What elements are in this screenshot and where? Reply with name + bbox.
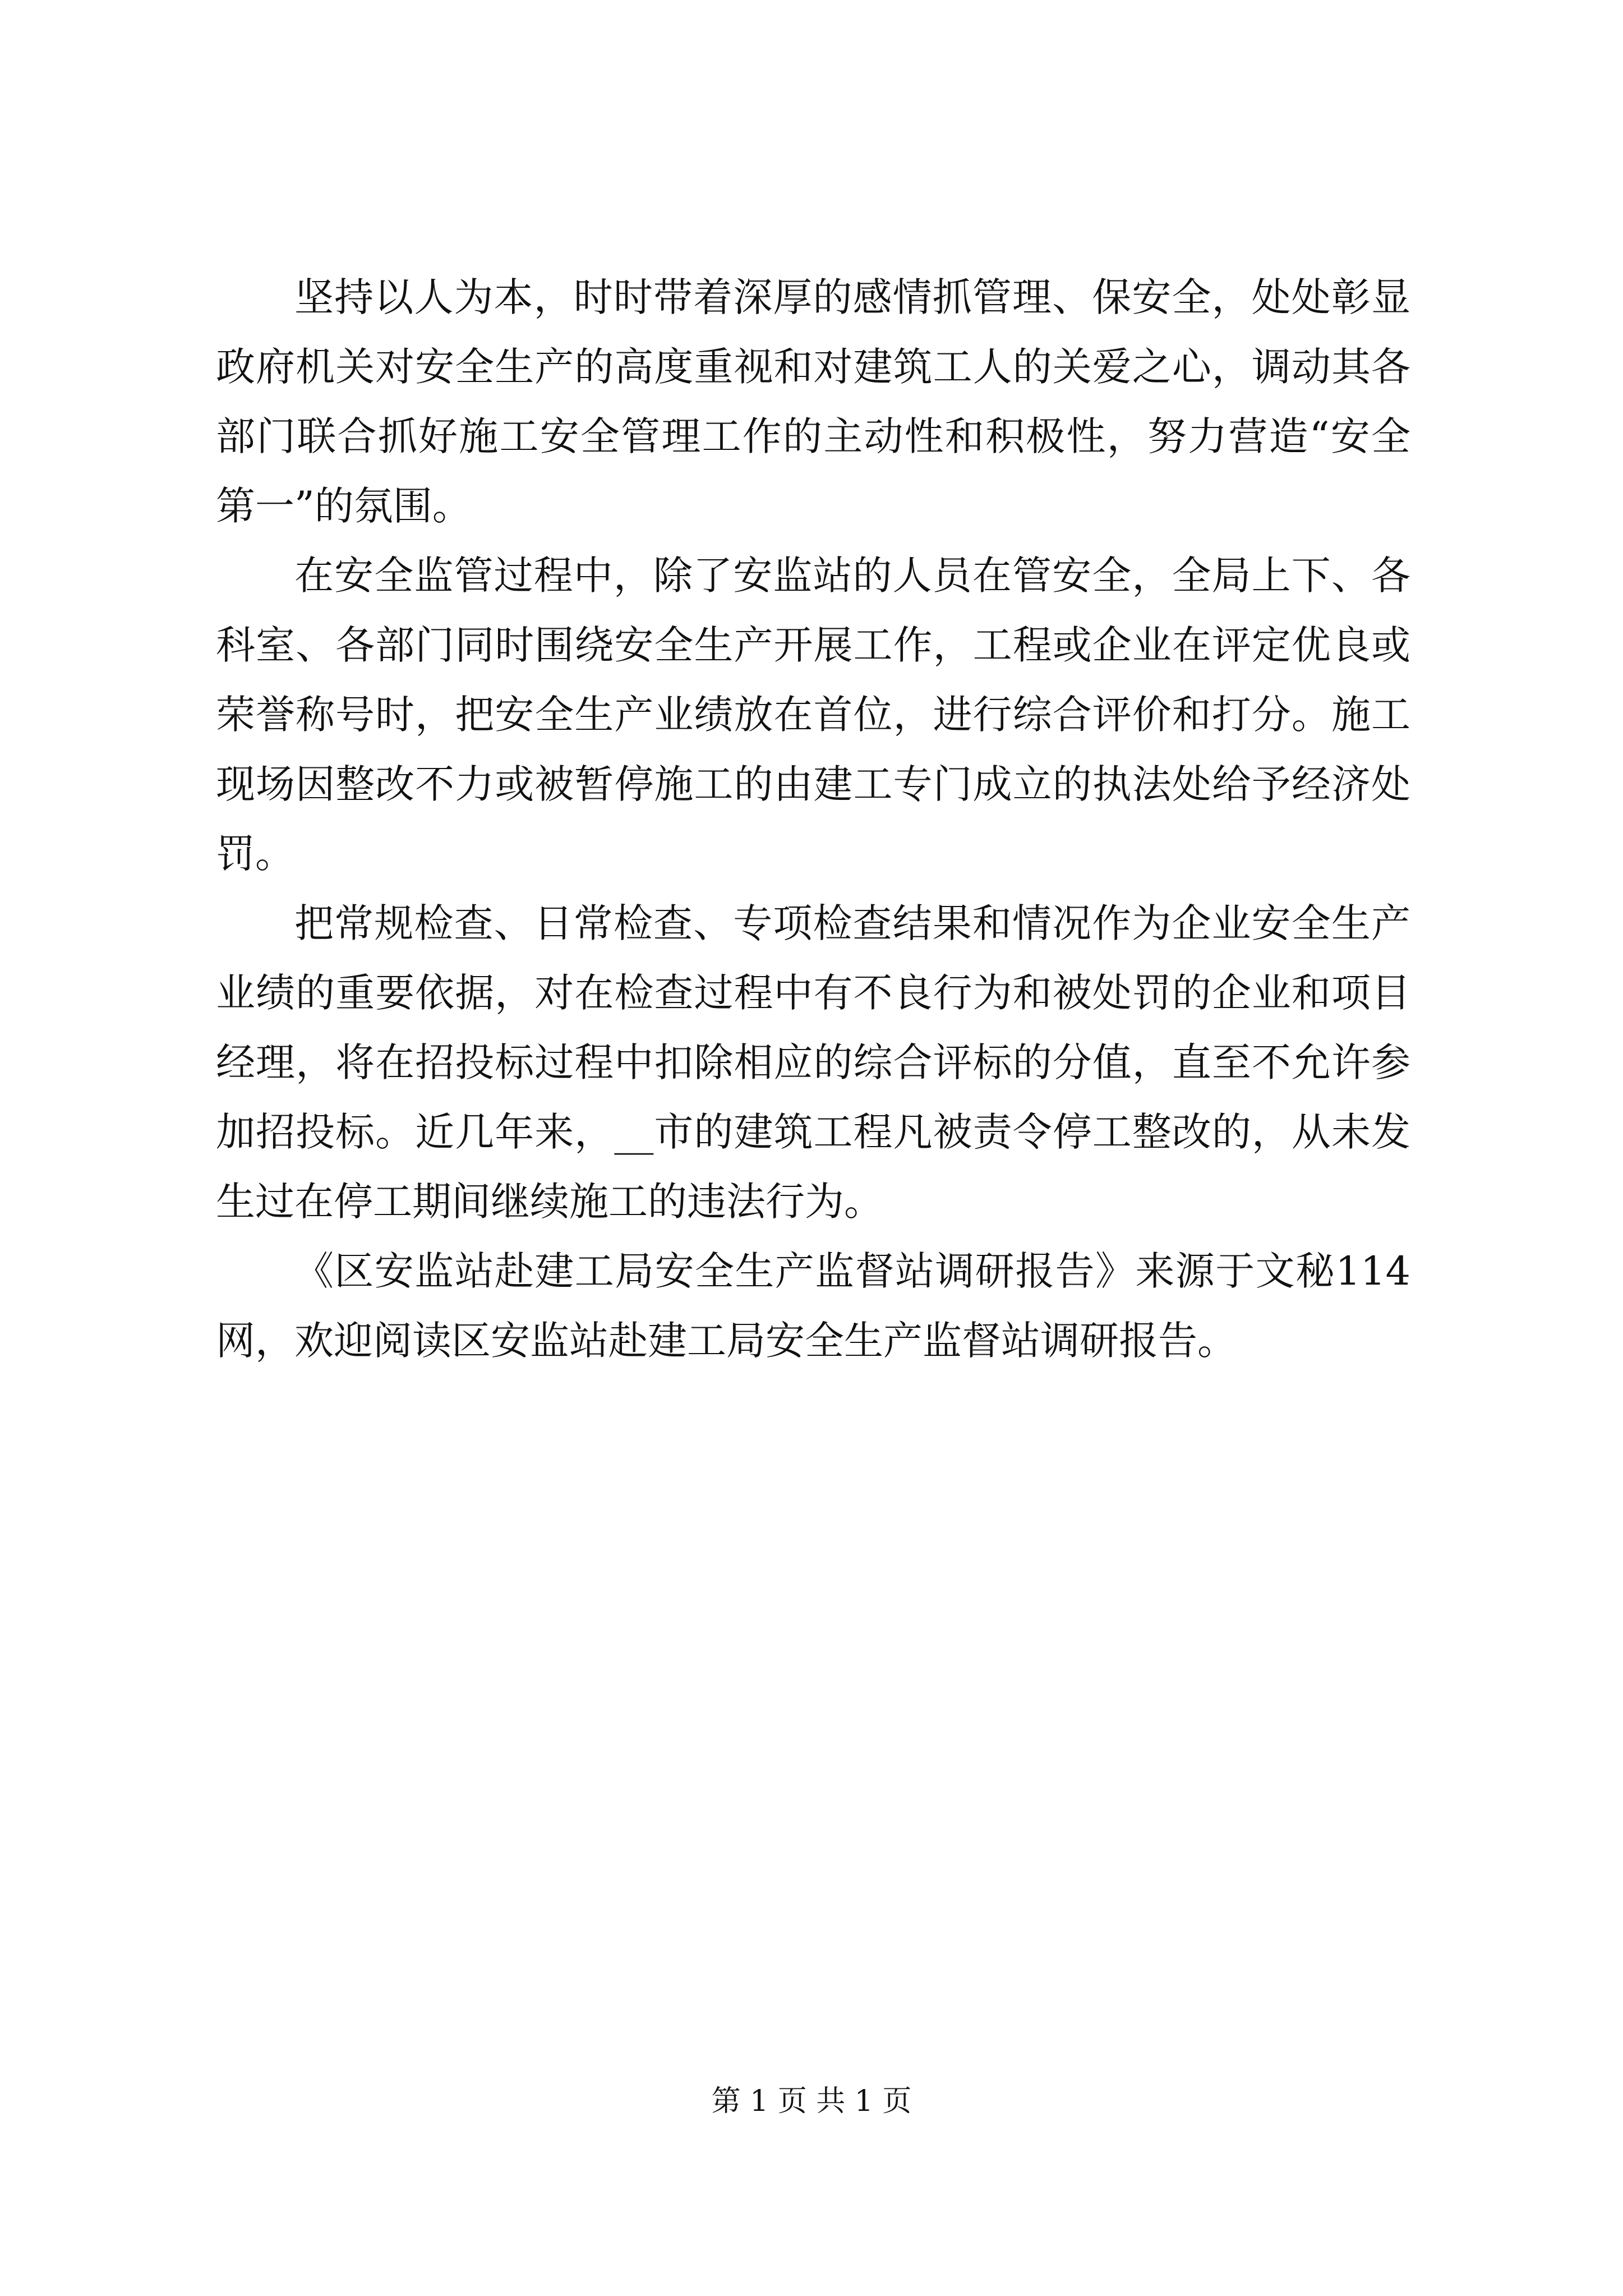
paragraph-2: 在安全监管过程中，除了安监站的人员在管安全，全局上下、各科室、各部门同时围绕安全生产开展工作，工程或企业在评定优良或荣誉称号时，把安全生产业绩放在首位，进行综合评价和打分。施工现场因整改不力或被暂停施工的由建工专门成立的执法处给予经济处罚。: [216, 553, 1410, 877]
paragraph-1: 坚持以人为本，时时带着深厚的感情抓管理、保安全，处处彰显政府机关对安全生产的高度重视和对建筑工人的关爱之心，调动其各部门联合抓好施工安全管理工作的主动性和积极性，努力营造“安全第一”的氛围。: [216, 274, 1410, 529]
page-footer: 第 1 页 共 1 页: [711, 2085, 912, 2118]
paragraph-4: 《区安监站赴建工局安全生产监督站调研报告》来源于文秘114网，欢迎阅读区安监站赴建工局安全生产监督站调研报告。: [216, 1248, 1410, 1364]
paragraph-3: 把常规检查、日常检查、专项检查结果和情况作为企业安全生产业绩的重要依据，对在检查过程中有不良行为和被处罚的企业和项目经理，将在招投标过程中扣除相应的综合评标的分值，直至不允许参加招投标。近几年来，__市的建筑工程凡被责令停工整改的，从未发生过在停工期间继续施工的违法行为。: [216, 900, 1410, 1225]
document-body: [216, 263, 1410, 1375]
